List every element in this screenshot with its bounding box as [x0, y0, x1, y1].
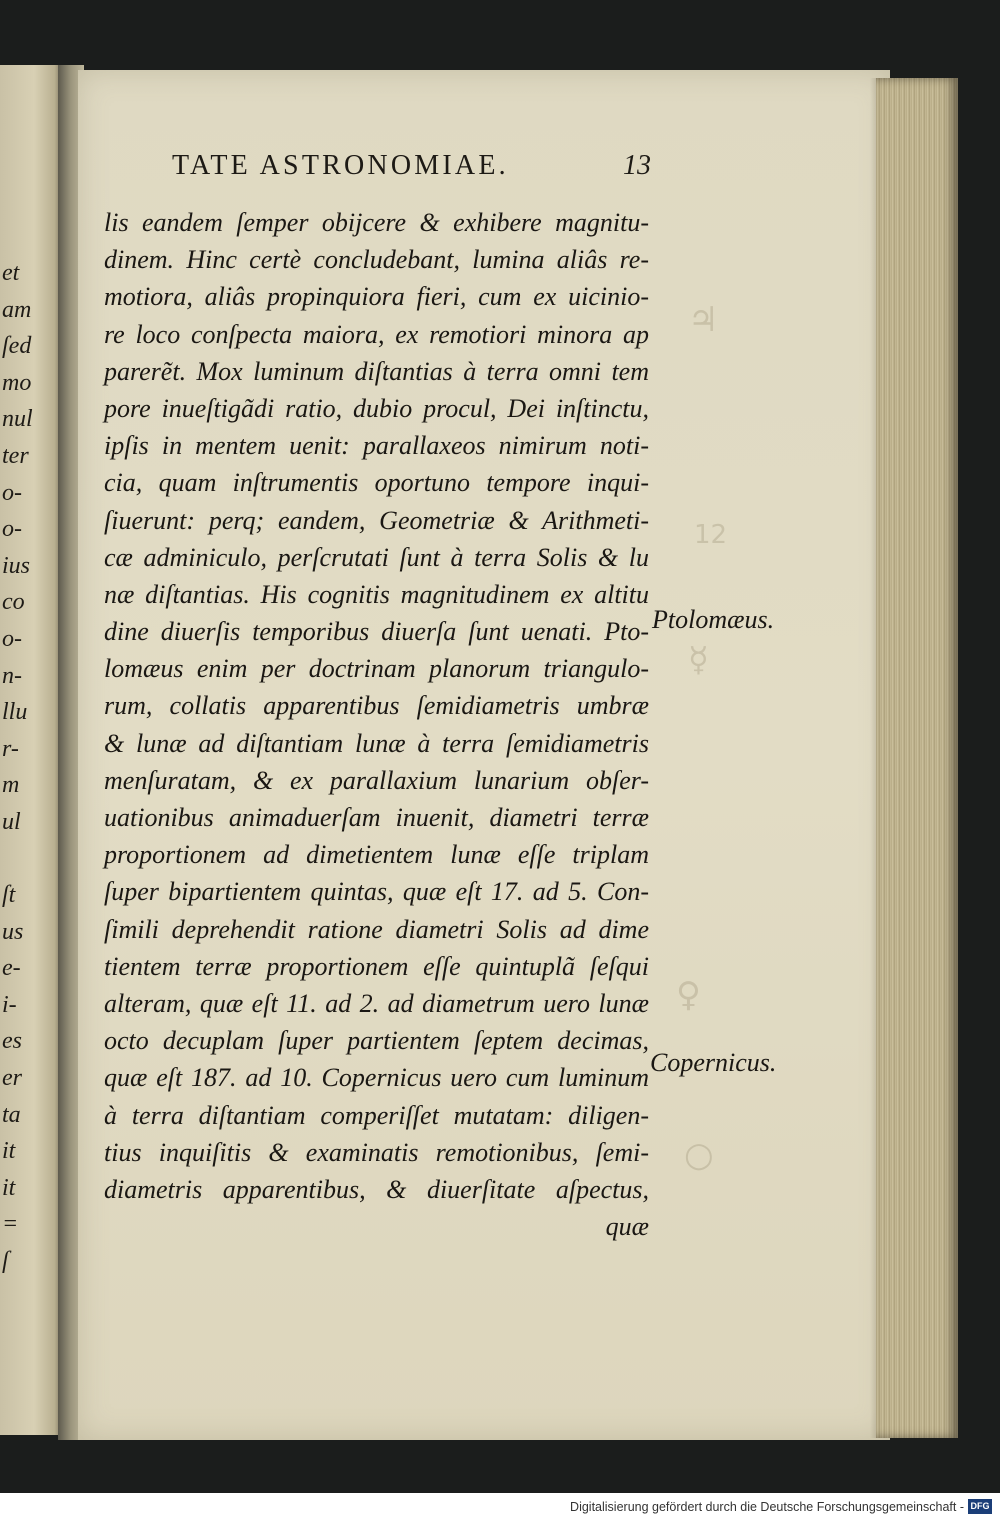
show-through-mark: ○: [684, 1135, 714, 1175]
left-page-fragment: ul: [2, 808, 21, 835]
left-page-fragment: e-: [2, 955, 21, 982]
dfg-logo: DFG: [968, 1499, 992, 1514]
text-line-content: tientem terræ proportionem eſſe quintuplã ſeſqui: [104, 951, 649, 981]
text-line: [104, 204, 649, 241]
text-line: [104, 427, 649, 464]
show-through-mark: ♀: [676, 975, 701, 1015]
text-line-content: proportionem ad dimetientem lunæ eſſe triplam: [104, 840, 649, 870]
text-line-content: tius inquiſitis & examinatis remotionibus, ſemi-: [104, 1137, 649, 1167]
left-page-fragment: ſ: [2, 1248, 9, 1275]
left-page-fragment: llu: [2, 699, 28, 726]
text-line-content: re loco conſpecta maiora, ex remotiori minora ap: [104, 319, 649, 349]
text-line: [104, 1134, 649, 1171]
text-line: [104, 1171, 649, 1208]
text-line-content: cæ adminiculo, perſcrutati ſunt à terra Solis & lu: [104, 542, 649, 572]
text-line-content: parerẽt. Mox luminum diſtantias à terra omni tem: [104, 356, 649, 386]
left-page-fragment: [0, 841, 40, 878]
left-page-fragment: ter: [2, 442, 29, 469]
left-page: [0, 65, 62, 1435]
text-line: [104, 873, 649, 910]
left-page-fragment: o-: [2, 516, 22, 543]
left-page-fragment: n-: [2, 662, 22, 689]
show-through-mark: 12: [694, 520, 728, 550]
text-line-content: lomæus enim per doctrinam planorum triangulo-: [104, 654, 649, 684]
text-line-content: cia, quam inſtrumentis oportuno tempore inqui-: [104, 468, 649, 498]
left-page-fragment: es: [2, 1028, 22, 1055]
left-page-fragment: o-: [2, 625, 22, 652]
text-line: [104, 725, 649, 762]
text-line: [104, 502, 649, 539]
text-line-content: quæ eſt 187. ad 10. Copernicus uero cum luminum: [104, 1063, 649, 1093]
text-line-content: diametris apparentibus, & diuerſitate aſpectus,: [104, 1174, 649, 1204]
text-line: [104, 799, 649, 836]
marginal-note-ptolomaeus: Ptolomæus.: [652, 605, 775, 634]
left-page-fragment: er: [2, 1065, 22, 1092]
text-line-content: à terra diſtantiam comperiſſet mutatam: diligen-: [104, 1100, 649, 1130]
text-line-content: næ diſtantias. His cognitis magnitudinem ex altitu: [104, 579, 649, 609]
text-line-content: & lunæ ad diſtantiam lunæ à terra ſemidiametris: [104, 728, 649, 758]
text-line: [104, 911, 649, 948]
text-line: [104, 762, 649, 799]
text-line: [104, 836, 649, 873]
text-line-content: pore inueſtigãdi ratio, dubio procul, Dei inſtinctu,: [104, 393, 649, 423]
left-page-fragment: mo: [2, 369, 32, 396]
show-through-mark: ♃: [688, 300, 719, 340]
text-line-content: motiora, aliâs propinquiora fieri, cum ex uicinio-: [104, 282, 649, 312]
left-page-fragment: o-: [2, 479, 22, 506]
text-line: [104, 390, 649, 427]
text-line: [104, 985, 649, 1022]
text-line-content: alteram, quæ eſt 11. ad 2. ad diametrum uero lunæ: [104, 988, 649, 1018]
catchword: [104, 1208, 649, 1245]
text-line: [104, 316, 649, 353]
text-line: [104, 687, 649, 724]
text-line: [104, 278, 649, 315]
left-page-fragment: ſed: [2, 333, 32, 360]
left-page-fragment: ta: [2, 1101, 21, 1128]
left-page-fragment: i-: [2, 991, 17, 1018]
left-page-fragment: =: [2, 1211, 19, 1238]
left-page-fragment: ſt: [2, 882, 16, 909]
left-page-fragment: m: [2, 772, 20, 799]
text-line: [104, 948, 649, 985]
text-line: [104, 539, 649, 576]
text-line-content: menſuratam, & ex parallaxium lunarium obſer-: [104, 765, 649, 795]
text-line-content: dinem. Hinc certè concludebant, lumina aliâs re-: [104, 245, 649, 275]
text-line-content: octo decuplam ſuper partientem ſeptem decimas,: [104, 1026, 649, 1056]
left-page-fragment: it: [2, 1174, 16, 1201]
text-line-content: ipſis in mentem uenit: parallaxeos nimirum noti-: [104, 431, 649, 461]
left-page-fragments: [0, 255, 40, 1280]
left-page-fragment: nul: [2, 406, 33, 433]
text-line: [104, 576, 649, 613]
text-line-content: uationibus animaduerſam inuenit, diametri terræ: [104, 803, 649, 832]
text-line-content: dine diuerſis temporibus diuerſa ſunt uenati. Pto-: [104, 617, 649, 647]
left-page-fragment: r-: [2, 735, 19, 762]
text-line: [104, 1059, 649, 1096]
marginal-note-copernicus: Copernicus.: [650, 1048, 777, 1077]
fore-edge-pages: [876, 78, 958, 1438]
text-line: [104, 241, 649, 278]
page-number: 13: [623, 150, 651, 181]
text-line: [104, 1097, 649, 1134]
text-line-content: ſimili deprehendit ratione diametri Solis ad dime: [104, 914, 649, 944]
text-line: [104, 464, 649, 501]
text-line: [104, 353, 649, 390]
text-line: [104, 650, 649, 687]
footer-bar: [0, 1493, 1000, 1521]
text-line-content: lis eandem ſemper obijcere & exhibere magnitu-: [104, 208, 649, 237]
left-page-fragment: ius: [2, 552, 31, 579]
text-line-content: ſuper bipartientem quintas, quæ eſt 17. ad 5. Con-: [104, 877, 649, 907]
left-page-fragment: co: [2, 589, 25, 616]
text-line: [104, 1022, 649, 1059]
body-text: [104, 204, 649, 1245]
left-page-fragment: it: [2, 1138, 16, 1165]
left-page-fragment: us: [2, 918, 24, 945]
text-line-content: ſiuerunt: perq; eandem, Geometriæ & Arithmeti-: [104, 505, 649, 535]
footer-credit: Digitalisierung gefördert durch die Deutsche Forschungsgemeinschaft -: [570, 1500, 964, 1514]
text-line-content: rum, collatis apparentibus ſemidiametris umbræ: [104, 691, 649, 721]
catchword-text: quæ: [605, 1212, 649, 1242]
running-head: TATE ASTRONOMIAE.: [172, 150, 509, 181]
left-page-fragment: am: [2, 296, 32, 323]
show-through-mark: ☿: [688, 640, 709, 680]
left-page-fragment: et: [2, 260, 20, 286]
text-line: [104, 613, 649, 650]
